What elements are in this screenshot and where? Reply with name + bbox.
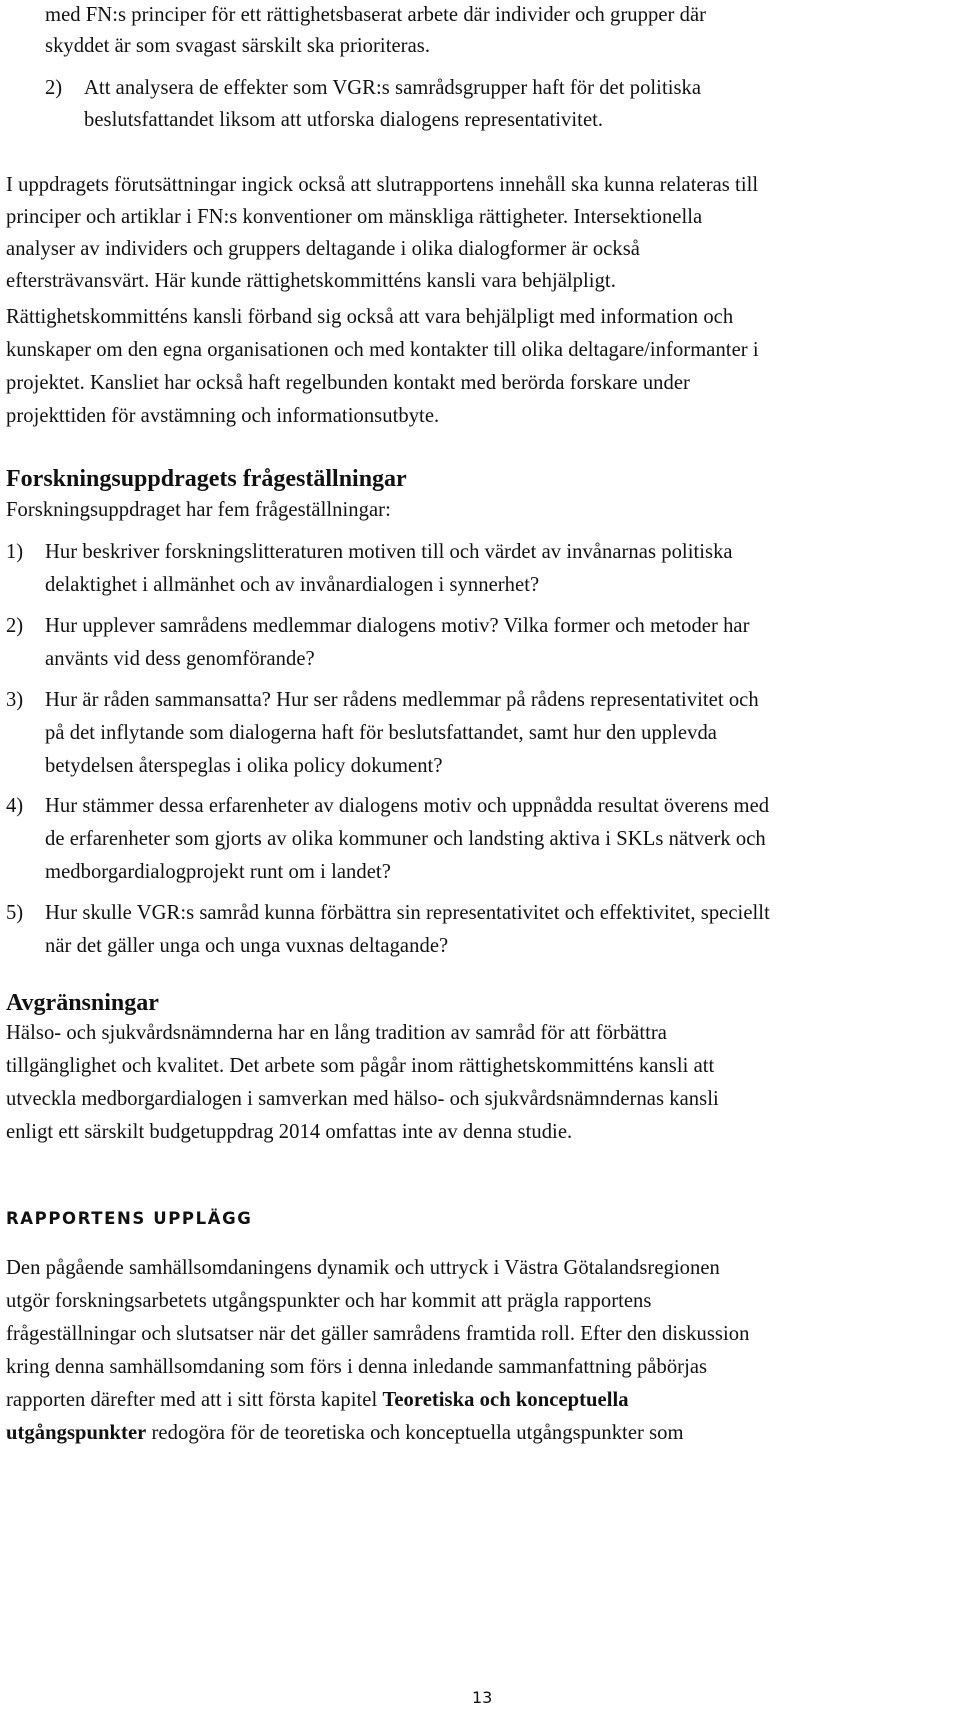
list-number: 5) [6, 902, 24, 924]
list-number: 4) [6, 795, 24, 817]
list-item-line: använts vid dess genomförande? [45, 648, 315, 670]
paragraph-line: frågeställningar och slutsatser när det gäller samrådens framtida roll. Efter den diskussion [6, 1323, 750, 1345]
section-intro: Forskningsuppdraget har fem frågeställningar: [6, 499, 391, 521]
chapter-title-bold: Teoretiska och konceptuella [382, 1389, 629, 1411]
list-number: 3) [6, 689, 24, 711]
paragraph-line [6, 1388, 629, 1412]
paragraph-text: rapporten därefter med att i sitt första kapitel [6, 1389, 383, 1411]
list-item-line: delaktighet i allmänhet och av invånardialogen i synnerhet? [45, 574, 540, 596]
paragraph-line: projekttiden för avstämning och informationsutbyte. [6, 405, 440, 427]
list-number: 1) [6, 541, 24, 563]
paragraph-line: Hälso- och sjukvårdsnämnderna har en lång tradition av samråd för att förbättra [6, 1022, 667, 1044]
paragraph-line: tillgänglighet och kvalitet. Det arbete som pågår inom rättighetskommitténs kansli att [6, 1055, 715, 1077]
paragraph-line: kring denna samhällsomdaning som förs i denna inledande sammanfattning påbörjas [6, 1356, 708, 1378]
list-item-line: Hur upplever samrådens medlemmar dialogens motiv? Vilka former och metoder har [45, 615, 750, 637]
section-heading: Forskningsuppdragets frågeställningar [6, 466, 407, 492]
paragraph-line: enligt ett särskilt budgetuppdrag 2014 omfattas inte av denna studie. [6, 1121, 573, 1143]
section-heading: Avgränsningar [6, 990, 159, 1016]
paragraph-line: utveckla medborgardialogen i samverkan med hälso- och sjukvårdsnämndernas kansli [6, 1088, 719, 1110]
paragraph-line: Den pågående samhällsomdaningens dynamik och uttryck i Västra Götalandsregionen [6, 1257, 720, 1279]
paragraph-line: principer och artiklar i FN:s konventioner om mänskliga rättigheter. Intersektionella [6, 206, 703, 228]
list-item-line: medborgardialogprojekt runt om i landet? [45, 861, 391, 883]
intro-line: skyddet är som svagast särskilt ska prioriteras. [45, 35, 431, 57]
list-item-line: de erfarenheter som gjorts av olika kommuner och landsting aktiva i SKLs nätverk och [45, 828, 766, 850]
paragraph-line: kunskaper om den egna organisationen och med kontakter till olika deltagare/informanter i [6, 339, 759, 361]
paragraph-line: utgör forskningsarbetets utgångspunkter och har kommit att prägla rapportens [6, 1290, 652, 1312]
list-item-line: på det inflytande som dialogerna haft för beslutsfattandet, samt hur den upplevda [45, 722, 717, 744]
list-item-line: Hur skulle VGR:s samråd kunna förbättra sin representativitet och effektivitet, speciellt [45, 902, 770, 924]
paragraph-line: I uppdragets förutsättningar ingick också att slutrapportens innehåll ska kunna relateras till [6, 174, 759, 196]
paragraph-line: projektet. Kansliet har också haft regelbunden kontakt med berörda forskare under [6, 372, 690, 394]
paragraph-line: eftersträvansvärt. Här kunde rättighetskommitténs kansli vara behjälpligt. [6, 270, 616, 292]
intro-item-line: Att analysera de effekter som VGR:s samrådsgrupper haft för det politiska [84, 77, 702, 99]
list-item-line: betydelsen återspeglas i olika policy dokument? [45, 755, 443, 777]
list-number: 2) [6, 615, 24, 637]
paragraph-line [6, 1421, 684, 1445]
list-item-line: Hur är råden sammansatta? Hur ser rådens medlemmar på rådens representativitet och [45, 689, 759, 711]
list-item-line: när det gäller unga och unga vuxnas deltagande? [45, 935, 449, 957]
intro-item-line: beslutsfattandet liksom att utforska dialogens representativitet. [84, 109, 604, 131]
section-heading-caps: RAPPORTENS UPPLÄGG [6, 1209, 253, 1228]
list-item-line: Hur beskriver forskningslitteraturen motiven till och värdet av invånarnas politiska [45, 541, 733, 563]
page-number: 13 [472, 1688, 493, 1707]
list-item-line: Hur stämmer dessa erfarenheter av dialogens motiv och uppnådda resultat överens med [45, 795, 770, 817]
list-number: 2) [45, 77, 63, 99]
chapter-title-bold: utgångspunkter [6, 1422, 147, 1444]
intro-line: med FN:s principer för ett rättighetsbaserat arbete där individer och grupper där [45, 4, 707, 26]
paragraph-line: analyser av individers och gruppers deltagande i olika dialogformer är också [6, 238, 640, 260]
paragraph-line: Rättighetskommitténs kansli förband sig också att vara behjälpligt med information och [6, 306, 734, 328]
paragraph-text: redogöra för de teoretiska och konceptuella utgångspunkter som [146, 1422, 684, 1444]
